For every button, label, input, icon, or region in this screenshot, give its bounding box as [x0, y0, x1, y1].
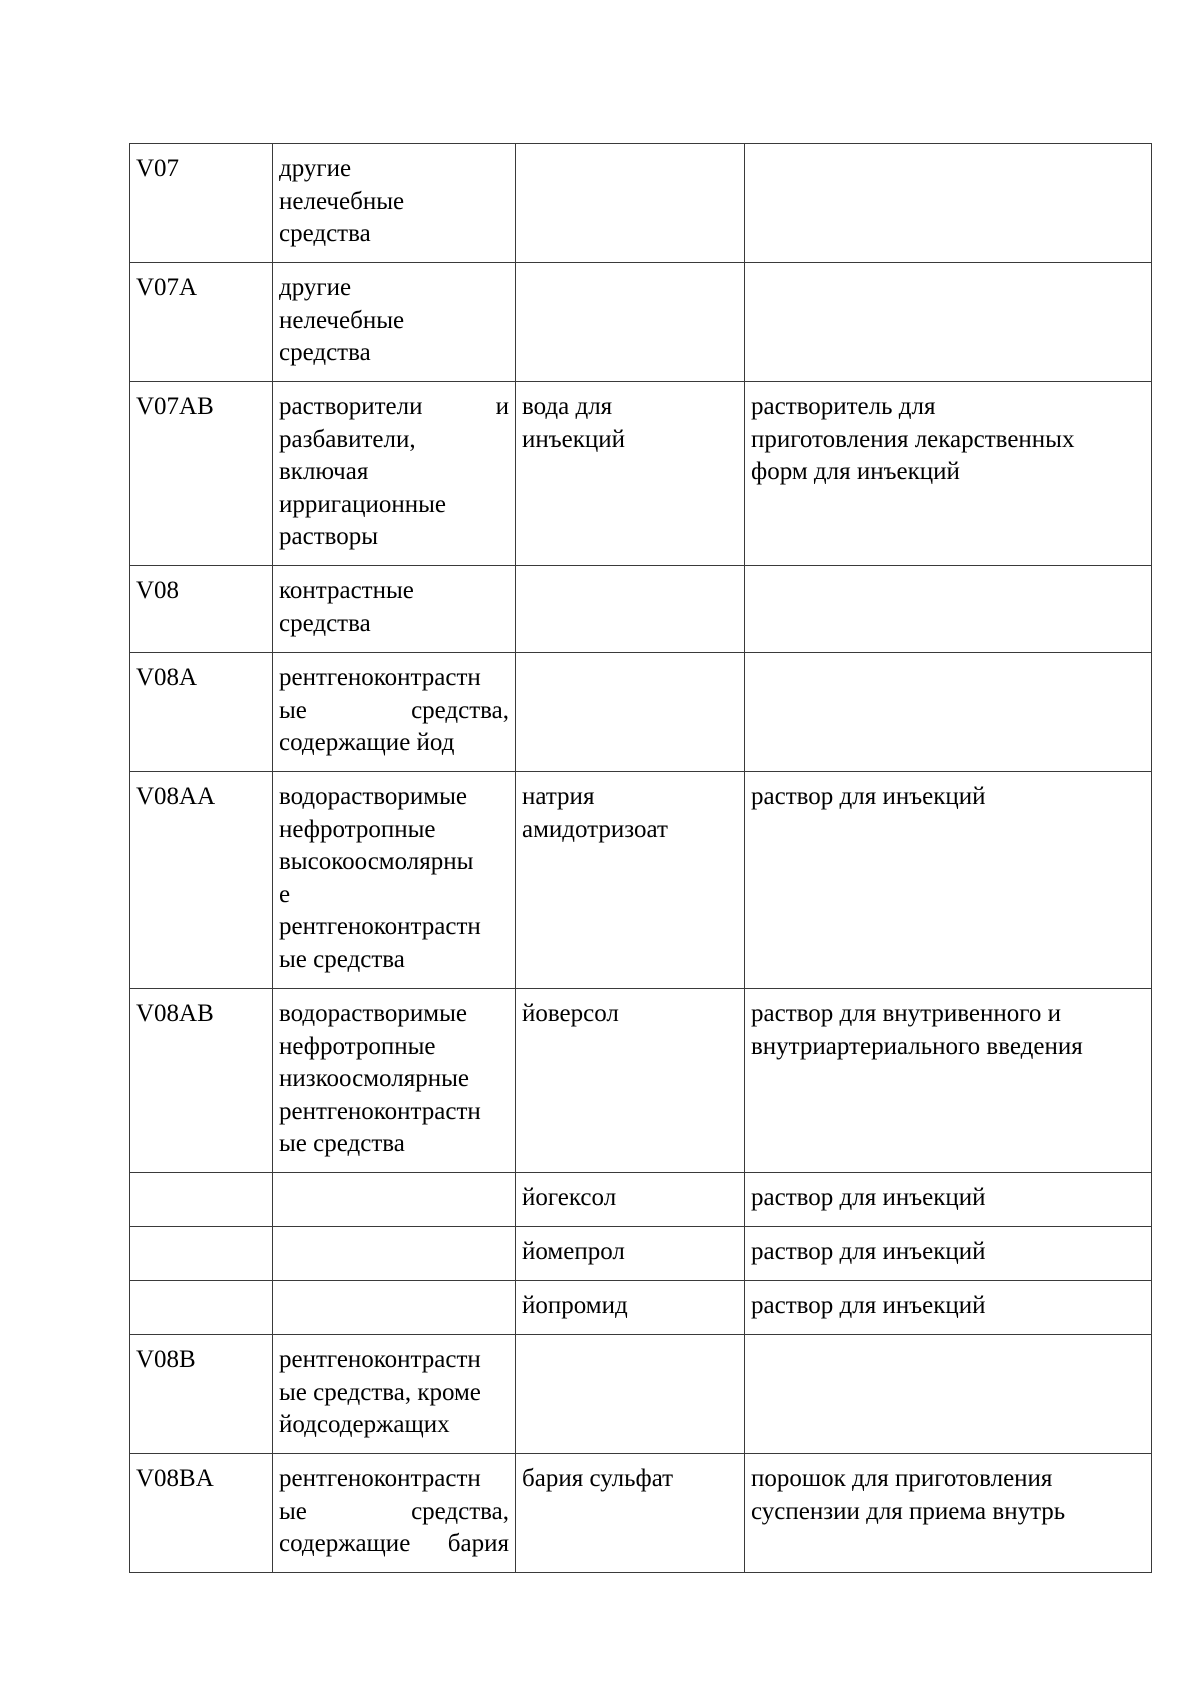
group-name-cell: рентгеноконтрастн ые средства, содержащие бария — [273, 1454, 516, 1573]
drug-name-cell: йогексол — [516, 1173, 745, 1227]
drug-name-cell: вода для инъекций — [516, 382, 745, 566]
drug-name-cell — [516, 653, 745, 772]
group-name-cell: водорастворимые нефротропные низкоосмолярные рентгеноконтрастн ые средства — [273, 989, 516, 1173]
dosage-form-cell: раствор для инъекций — [745, 1173, 1152, 1227]
table-row — [130, 772, 1152, 989]
atc-code-cell: V08AA — [130, 772, 273, 989]
drug-name-cell — [516, 566, 745, 653]
dosage-form-cell — [745, 566, 1152, 653]
atc-code-cell: V08AB — [130, 989, 273, 1173]
group-name-cell: контрастные средства — [273, 566, 516, 653]
dosage-form-cell — [745, 653, 1152, 772]
dosage-form-cell: раствор для инъекций — [745, 772, 1152, 989]
atc-code-cell: V08BA — [130, 1454, 273, 1573]
table-row — [130, 1281, 1152, 1335]
group-name-cell: другие нелечебные средства — [273, 263, 516, 382]
table-row — [130, 1454, 1152, 1573]
group-name-cell: растворители и разбавители, включая ирригационные растворы — [273, 382, 516, 566]
table-row — [130, 263, 1152, 382]
drug-name-cell: натрия амидотризоат — [516, 772, 745, 989]
drug-name-cell — [516, 263, 745, 382]
drug-name-cell — [516, 144, 745, 263]
atc-code-cell: V08 — [130, 566, 273, 653]
dosage-form-cell: раствор для инъекций — [745, 1281, 1152, 1335]
table-row — [130, 566, 1152, 653]
group-name-cell: водорастворимые нефротропные высокоосмолярны е рентгеноконтрастн ые средства — [273, 772, 516, 989]
dosage-form-cell — [745, 263, 1152, 382]
atc-code-cell: V08A — [130, 653, 273, 772]
group-name-cell — [273, 1281, 516, 1335]
atc-code-cell: V07 — [130, 144, 273, 263]
dosage-form-cell — [745, 1335, 1152, 1454]
atc-code-cell — [130, 1281, 273, 1335]
dosage-form-cell: раствор для инъекций — [745, 1227, 1152, 1281]
drug-name-cell: йопромид — [516, 1281, 745, 1335]
dosage-form-cell: порошок для приготовления суспензии для приема внутрь — [745, 1454, 1152, 1573]
group-name-cell: рентгеноконтрастн ые средства, кроме йодсодержащих — [273, 1335, 516, 1454]
atc-code-cell — [130, 1227, 273, 1281]
atc-code-cell: V08B — [130, 1335, 273, 1454]
dosage-form-cell — [745, 144, 1152, 263]
group-name-cell: другие нелечебные средства — [273, 144, 516, 263]
table-row — [130, 1173, 1152, 1227]
drug-name-cell: йоверсол — [516, 989, 745, 1173]
table-row — [130, 989, 1152, 1173]
table-row — [130, 1227, 1152, 1281]
drug-classification-table — [129, 143, 1152, 1573]
group-name-cell: рентгеноконтрастн ые средства, содержащие йод — [273, 653, 516, 772]
drug-name-cell: бария сульфат — [516, 1454, 745, 1573]
dosage-form-cell: раствор для внутривенного и внутриартериального введения — [745, 989, 1152, 1173]
table-row — [130, 1335, 1152, 1454]
table-row — [130, 653, 1152, 772]
drug-name-cell: йомепрол — [516, 1227, 745, 1281]
atc-code-cell: V07AB — [130, 382, 273, 566]
group-name-cell — [273, 1173, 516, 1227]
atc-code-cell — [130, 1173, 273, 1227]
dosage-form-cell: растворитель для приготовления лекарственных форм для инъекций — [745, 382, 1152, 566]
group-name-cell — [273, 1227, 516, 1281]
table-row — [130, 144, 1152, 263]
drug-name-cell — [516, 1335, 745, 1454]
table-row — [130, 382, 1152, 566]
atc-code-cell: V07A — [130, 263, 273, 382]
